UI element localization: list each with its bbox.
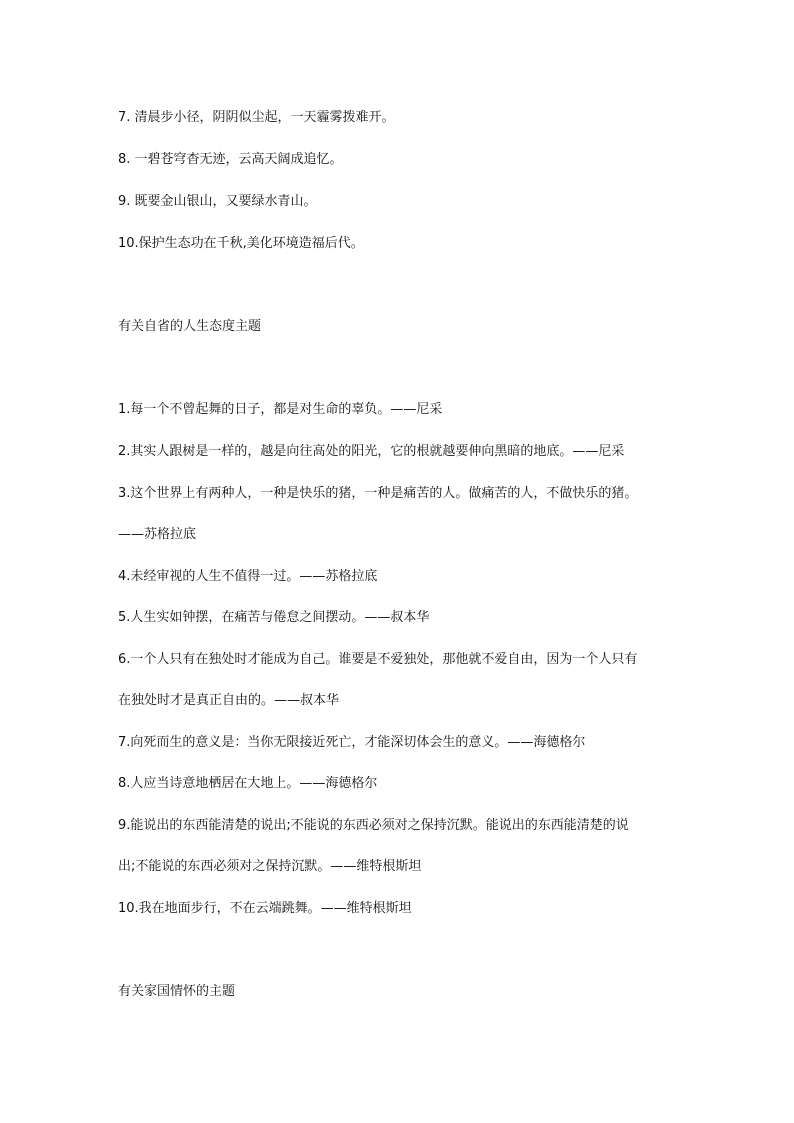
quote-line: 2.其实人跟树是一样的，越是向往高处的阳光，它的根就越要伸向黑暗的地底。——尼采 [118, 444, 625, 459]
list-item: 7. 清晨步小径，阴阴似尘起，一天霾雾拨难开。 [118, 110, 395, 125]
quote-line: 3.这个世界上有两种人，一种是快乐的猪，一种是痛苦的人。做痛苦的人，不做快乐的猪。 [118, 486, 638, 501]
quote-line: ——苏格拉底 [118, 527, 197, 542]
quote-line: 8.人应当诗意地栖居在大地上。——海德格尔 [118, 776, 378, 791]
section-heading: 有关自省的人生态度主题 [118, 319, 262, 334]
list-item: 8. 一碧苍穹杳无迹，云高天阔成追忆。 [118, 152, 343, 167]
quote-line: 10.我在地面步行，不在云端跳舞。——维特根斯坦 [118, 901, 412, 916]
quote-line: 9.能说出的东西能清楚的说出;不能说的东西必须对之保持沉默。能说出的东西能清楚的说 [118, 818, 629, 833]
quote-line: 1.每一个不曾起舞的日子，都是对生命的辜负。——尼采 [118, 402, 443, 417]
quote-line: 5.人生实如钟摆，在痛苦与倦怠之间摆动。——叔本华 [118, 610, 430, 625]
list-item: 9. 既要金山银山，又要绿水青山。 [118, 194, 317, 209]
quote-line: 7.向死而生的意义是：当你无限接近死亡，才能深切体会生的意义。——海德格尔 [118, 735, 586, 750]
quote-line: 出;不能说的东西必须对之保持沉默。——维特根斯坦 [118, 859, 422, 874]
quote-line: 4.未经审视的人生不值得一过。——苏格拉底 [118, 569, 378, 584]
section-heading: 有关家国情怀的主题 [118, 984, 236, 999]
quote-line: 6.一个人只有在独处时才能成为自己。谁要是不爱独处，那他就不爱自由，因为一个人只有 [118, 652, 638, 667]
list-item: 10.保护生态功在千秋,美化环境造福后代。 [118, 236, 364, 251]
quote-line: 在独处时才是真正自由的。——叔本华 [118, 693, 340, 708]
